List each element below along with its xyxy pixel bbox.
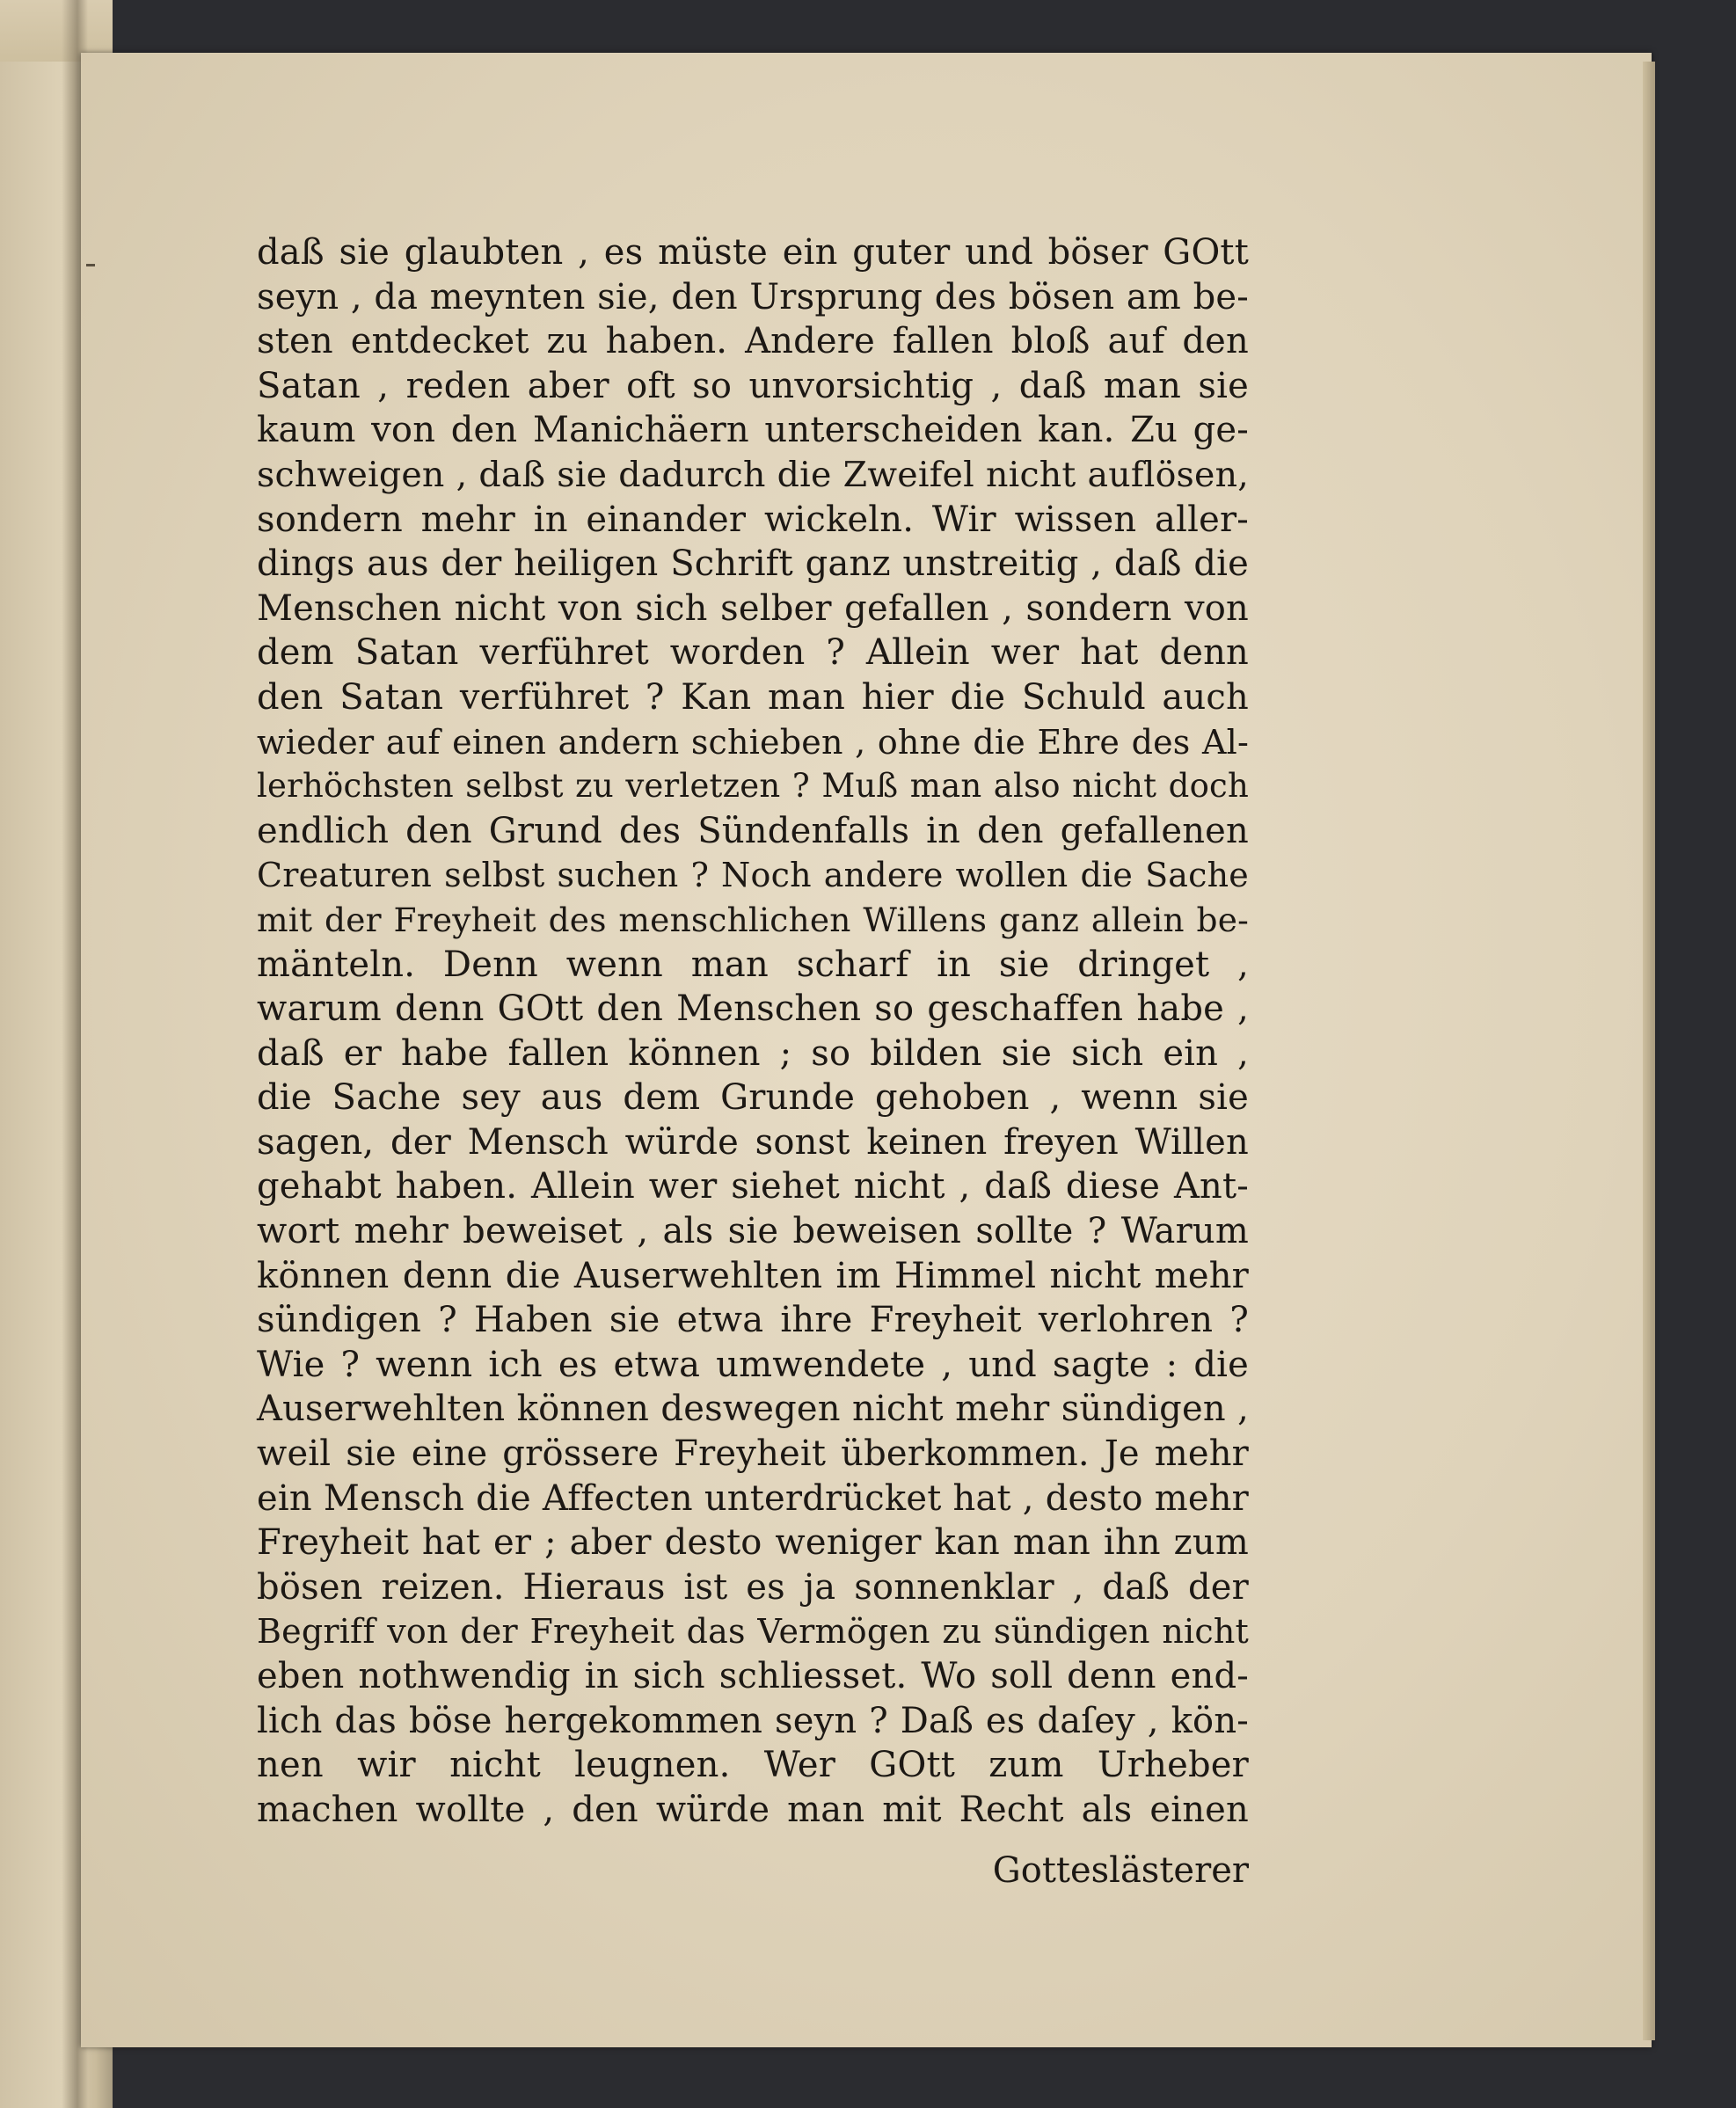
- text-line: daß sie glaubten , es müste ein guter und böser GOtt: [257, 232, 1249, 273]
- text-line: den Satan verführet ? Kan man hier die Schuld auch: [257, 676, 1249, 718]
- text-line: sagen, der Mensch würde sonst keinen freyen Willen: [257, 1121, 1249, 1163]
- text-line: Freyheit hat er ; aber desto weniger kan man ihn zum: [257, 1522, 1249, 1564]
- text-line: machen wollte , den würde man mit Recht als einen: [257, 1789, 1249, 1830]
- text-line: Wie ? wenn ich es etwa umwendete , und sagte : die: [257, 1344, 1249, 1385]
- text-line: kaum von den Manichäern unterscheiden kan. Zu ge-: [257, 410, 1249, 451]
- text-line: mit der Freyheit des menschlichen Willens ganz allein be-: [257, 900, 1249, 939]
- text-line: dem Satan verführet worden ? Allein wer hat denn: [257, 632, 1249, 674]
- text-line: eben nothwendig in sich schliesset. Wo soll denn end-: [257, 1656, 1249, 1696]
- text-line: Creaturen selbst suchen ? Noch andere wollen die Sache: [257, 856, 1249, 895]
- text-line: die Sache sey aus dem Grunde gehoben , wenn sie: [257, 1077, 1249, 1119]
- text-line: können denn die Auserwehlten im Himmel nicht mehr: [257, 1255, 1249, 1296]
- text-line: sten entdecket zu haben. Andere fallen bloß auf den: [257, 321, 1249, 362]
- text-line: sondern mehr in einander wickeln. Wir wissen aller-: [257, 499, 1249, 540]
- text-line: daß er habe fallen können ; so bilden sie sich ein ,: [257, 1032, 1249, 1074]
- text-line: sündigen ? Haben sie etwa ihre Freyheit verlohren ?: [257, 1300, 1249, 1341]
- text-line: Menschen nicht von sich selber gefallen , sondern von: [257, 587, 1249, 629]
- text-line: wieder auf einen andern schieben , ohne die Ehre des Al-: [257, 722, 1249, 762]
- text-line: schweigen , daß sie dadurch die Zweifel nicht auflösen,: [257, 454, 1249, 495]
- text-line: ein Mensch die Affecten unterdrücket hat , desto mehr: [257, 1477, 1249, 1519]
- text-line: dings aus der heiligen Schrift ganz unstreitig , daß die: [257, 543, 1249, 585]
- text-line: lich das böse hergekommen seyn ? Daß es daſey , kön-: [257, 1700, 1249, 1741]
- text-line: mänteln. Denn wenn man scharf in sie dringet ,: [257, 944, 1249, 985]
- page-right-edge: [1643, 62, 1655, 2040]
- text-line: seyn , da meynten sie, den Ursprung des bösen am be-: [257, 276, 1249, 317]
- text-line: nen wir nicht leugnen. Wer GOtt zum Urheber: [257, 1745, 1249, 1786]
- catchword: Gotteslästerer: [992, 1850, 1249, 1891]
- text-line: endlich den Grund des Sündenfalls in den gefallenen: [257, 810, 1249, 851]
- margin-mark: [86, 264, 95, 266]
- text-line: bösen reizen. Hieraus ist es ja sonnenklar , daß der: [257, 1566, 1249, 1608]
- text-line: wort mehr beweiset , als sie beweisen sollte ? Warum: [257, 1211, 1249, 1252]
- text-line: Begriff von der Freyheit das Vermögen zu sündigen nicht: [257, 1612, 1249, 1652]
- text-line: Satan , reden aber oft so unvorsichtig , daß man sie: [257, 365, 1249, 406]
- body-text: [257, 230, 1249, 1832]
- text-line: weil sie eine grössere Freyheit überkommen. Je mehr: [257, 1433, 1249, 1475]
- text-line: warum denn GOtt den Menschen so geschaffen habe ,: [257, 988, 1249, 1030]
- text-line: lerhöchsten selbst zu verletzen ? Muß man also nicht doch: [257, 767, 1249, 806]
- text-line: Auserwehlten können deswegen nicht mehr sündigen ,: [257, 1389, 1249, 1430]
- text-line: gehabt haben. Allein wer siehet nicht , daß diese Ant-: [257, 1166, 1249, 1207]
